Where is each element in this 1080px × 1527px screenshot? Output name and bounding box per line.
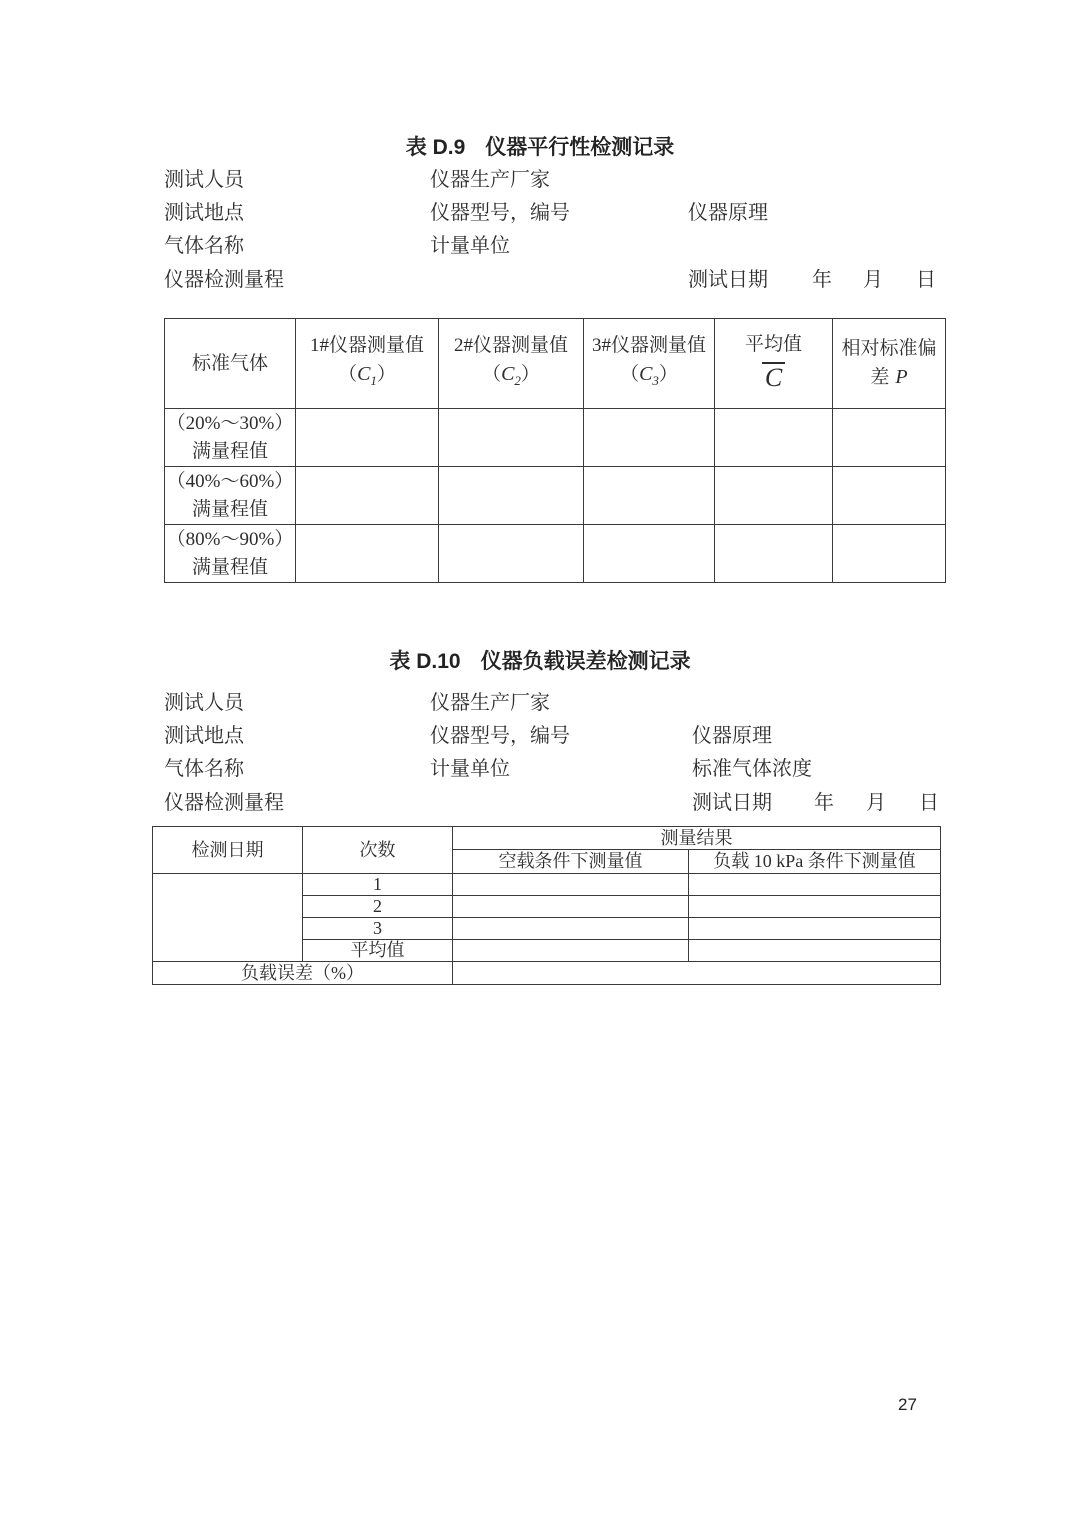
- c-symbol: C: [764, 362, 783, 392]
- c3-symbol: C: [639, 363, 653, 386]
- paren-close: ）: [520, 364, 540, 386]
- p-symbol: P: [895, 366, 908, 388]
- d9-col-meter1-symbol: [296, 363, 438, 392]
- d10-empty-cell: [453, 896, 689, 918]
- d10-field-location: 测试地点: [164, 725, 244, 747]
- table-d9-parallelism: [164, 318, 946, 583]
- d10-field-date: 测试日期: [692, 792, 772, 814]
- d9-row-80-90-fullscale: 满量程值: [191, 556, 268, 578]
- d9-field-day: 日: [916, 269, 936, 291]
- paren-open: （: [620, 364, 640, 386]
- d10-col-noload: 空载条件下测量值: [453, 850, 689, 874]
- d10-field-range: 仪器检测量程: [164, 792, 284, 814]
- d9-empty-cell: [296, 525, 439, 583]
- d10-empty-cell: [689, 896, 941, 918]
- d10-field-manufacturer: 仪器生产厂家: [430, 692, 550, 714]
- d10-times-average: 平均值: [303, 940, 453, 962]
- d9-row-80-90-label: [165, 525, 296, 583]
- d10-field-unit: 计量单位: [430, 758, 510, 780]
- d9-field-range: 仪器检测量程: [164, 269, 284, 291]
- d9-field-location: 测试地点: [164, 202, 244, 224]
- page-number: 27: [898, 1395, 917, 1414]
- d9-field-manufacturer: 仪器生产厂家: [430, 169, 550, 191]
- d9-empty-cell: [715, 525, 833, 583]
- d9-col-average: [715, 319, 833, 409]
- d9-empty-cell: [584, 525, 715, 583]
- d10-empty-cell: [453, 918, 689, 940]
- d10-date-empty-cell: [153, 874, 303, 962]
- d9-col-meter3-label: 3#仪器测量值: [591, 335, 706, 357]
- d9-empty-cell: [833, 467, 946, 525]
- d10-field-model: 仪器型号，编号: [430, 725, 570, 747]
- d9-col-meter2: [439, 319, 584, 409]
- d9-field-date: 测试日期: [688, 269, 768, 291]
- d9-empty-cell: [715, 409, 833, 467]
- d9-empty-cell: [584, 409, 715, 467]
- table-d10-load-error: [152, 826, 941, 985]
- d9-field-month: 月: [863, 269, 883, 291]
- d9-field-principle: 仪器原理: [688, 202, 768, 224]
- d9-row-40-60-range: （40%～60%）: [166, 470, 294, 492]
- d10-empty-cell: [453, 940, 689, 962]
- d9-field-unit: 计量单位: [430, 235, 510, 257]
- paren-open: （: [482, 364, 502, 386]
- d9-row-20-30-range: （20%～30%）: [166, 412, 294, 434]
- d10-field-std-conc: 标准气体浓度: [692, 758, 812, 780]
- d10-title-prefix: 表 D.10: [389, 650, 461, 673]
- d9-row-20-30-label: [165, 409, 296, 467]
- c2-subscript: 2: [514, 372, 521, 388]
- d10-empty-cell: [689, 918, 941, 940]
- d9-field-year: 年: [812, 269, 832, 291]
- d9-col-rsd-char: 差: [870, 367, 890, 388]
- d9-row-20-30: [165, 409, 946, 467]
- d9-row-80-90-range: （80%～90%）: [166, 528, 294, 550]
- d10-field-gas: 气体名称: [164, 758, 244, 780]
- paren-close: ）: [658, 364, 678, 386]
- d10-col-result: 测量结果: [453, 827, 941, 850]
- d9-empty-cell: [584, 467, 715, 525]
- c1-subscript: 1: [370, 372, 377, 388]
- d10-times-2: 2: [303, 896, 453, 918]
- d9-col-rsd-line2: [833, 366, 945, 389]
- d10-empty-cell-wide: [453, 962, 941, 985]
- paren-close: ）: [376, 364, 396, 386]
- d10-field-year: 年: [814, 792, 834, 814]
- d9-col-rsd: [833, 319, 946, 409]
- d9-col-meter1: [296, 319, 439, 409]
- d9-col-std-gas-label: 标准气体: [191, 352, 268, 374]
- c1-symbol: C: [357, 363, 371, 386]
- d10-col-date: 检测日期: [153, 827, 303, 874]
- d9-col-meter3: [584, 319, 715, 409]
- d9-col-meter2-label: 2#仪器测量值: [453, 335, 568, 357]
- d9-row-40-60-label: [165, 467, 296, 525]
- d10-title: [0, 645, 1080, 675]
- d9-title: [0, 131, 1080, 161]
- d10-field-day: 日: [919, 792, 939, 814]
- d10-empty-cell: [689, 940, 941, 962]
- d9-empty-cell: [296, 467, 439, 525]
- d10-times-1: 1: [303, 874, 453, 896]
- c2-symbol: C: [501, 363, 515, 386]
- d9-empty-cell: [439, 467, 584, 525]
- d9-field-gas: 气体名称: [164, 235, 244, 257]
- d9-empty-cell: [439, 409, 584, 467]
- d9-field-tester: 测试人员: [164, 169, 244, 191]
- d9-col-meter3-symbol: [584, 363, 714, 392]
- d9-col-average-symbol: [715, 362, 832, 394]
- d9-row-40-60-fullscale: 满量程值: [191, 498, 268, 520]
- d10-title-text: 仪器负载误差检测记录: [480, 650, 691, 673]
- d9-row-80-90: [165, 525, 946, 583]
- d10-row-1: [153, 874, 941, 896]
- d9-col-rsd-line1: 相对标准偏: [841, 338, 937, 359]
- d9-header-row: [165, 319, 946, 409]
- d9-col-meter2-symbol: [439, 363, 583, 392]
- d10-field-month: 月: [866, 792, 886, 814]
- d10-header-row1: [153, 827, 941, 850]
- d9-field-model: 仪器型号，编号: [430, 202, 570, 224]
- d10-empty-cell: [689, 874, 941, 896]
- d10-row-load-error: [153, 962, 941, 985]
- d9-row-40-60: [165, 467, 946, 525]
- d10-load-error-label: 负载误差（%）: [153, 962, 453, 985]
- d10-times-3: 3: [303, 918, 453, 940]
- d10-field-tester: 测试人员: [164, 692, 244, 714]
- c3-subscript: 3: [652, 372, 659, 388]
- d9-title-text: 仪器平行性检测记录: [485, 136, 675, 159]
- d9-col-average-label: 平均值: [744, 333, 802, 355]
- d10-empty-cell: [453, 874, 689, 896]
- d9-empty-cell: [715, 467, 833, 525]
- c-bar-symbol: [762, 362, 785, 394]
- paren-open: （: [338, 364, 358, 386]
- d10-col-load: 负载 10 kPa 条件下测量值: [689, 850, 941, 874]
- d9-empty-cell: [833, 525, 946, 583]
- d9-empty-cell: [833, 409, 946, 467]
- d10-col-times: 次数: [303, 827, 453, 874]
- d9-title-prefix: 表 D.9: [405, 136, 466, 159]
- d9-col-std-gas: [165, 319, 296, 409]
- d9-empty-cell: [439, 525, 584, 583]
- d9-row-20-30-fullscale: 满量程值: [191, 440, 268, 462]
- d9-empty-cell: [296, 409, 439, 467]
- d9-col-meter1-label: 1#仪器测量值: [309, 335, 424, 357]
- d10-field-principle: 仪器原理: [692, 725, 772, 747]
